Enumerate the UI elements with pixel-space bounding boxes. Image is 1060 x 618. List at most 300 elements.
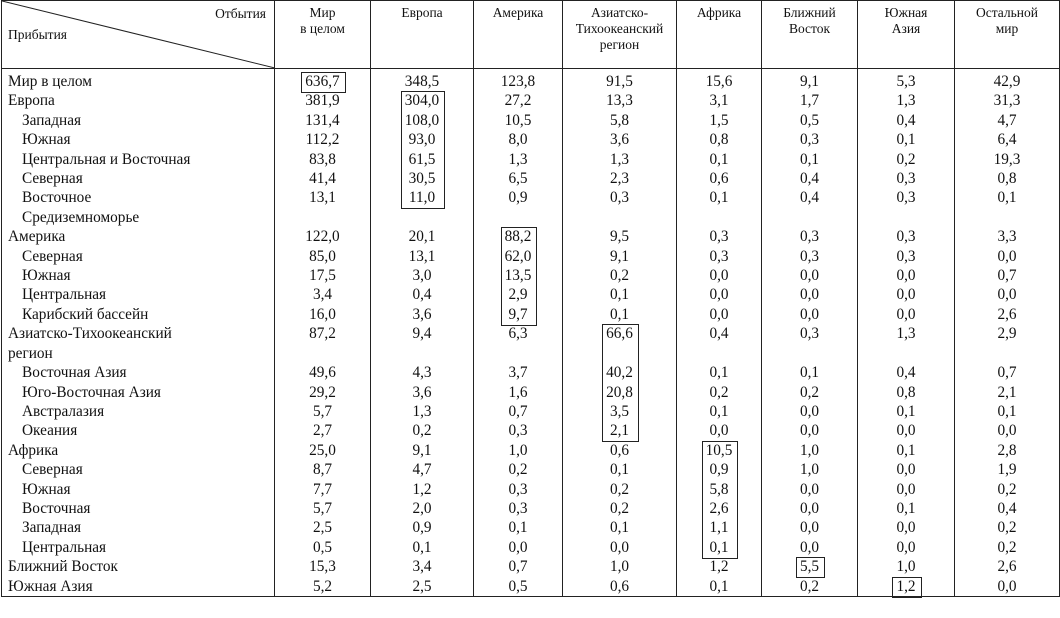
value-cell bbox=[762, 441, 858, 460]
cell-value: 0,1 bbox=[997, 189, 1017, 207]
value-cell bbox=[371, 91, 474, 110]
column-header bbox=[474, 1, 563, 69]
cell-value: 0,4 bbox=[709, 325, 729, 343]
value-cell bbox=[955, 421, 1060, 440]
cell-value: 4,7 bbox=[412, 461, 432, 479]
row-label: Южная Азия bbox=[8, 577, 93, 595]
value-cell bbox=[371, 518, 474, 537]
table-row bbox=[2, 577, 1060, 597]
cell-value: 1,3 bbox=[896, 325, 916, 343]
value-cell bbox=[563, 169, 677, 188]
cell-value: 8,0 bbox=[508, 131, 528, 149]
cell-value: 0,2 bbox=[799, 383, 820, 401]
value-cell bbox=[677, 499, 762, 518]
value-cell bbox=[474, 441, 563, 460]
cell-value: 5,7 bbox=[312, 402, 333, 420]
cell-value: 13,3 bbox=[606, 92, 633, 110]
table-row bbox=[2, 150, 1060, 169]
cell-value: 11,0 bbox=[408, 189, 436, 207]
cell-value: 0,6 bbox=[709, 170, 729, 188]
cell-value: 9,4 bbox=[412, 325, 432, 343]
value-cell bbox=[563, 111, 677, 130]
cell-value: 0,8 bbox=[997, 170, 1017, 188]
value-cell bbox=[677, 130, 762, 149]
value-cell bbox=[474, 305, 563, 324]
cell-value: 0,0 bbox=[896, 519, 916, 537]
cell-value: 0,3 bbox=[896, 170, 916, 188]
value-cell bbox=[955, 538, 1060, 557]
table-row bbox=[2, 557, 1060, 576]
cell-value: 5,5 bbox=[799, 558, 820, 576]
cell-value: 91,5 bbox=[606, 73, 633, 90]
cell-value: 0,1 bbox=[896, 499, 916, 517]
cell-value: 0,1 bbox=[709, 538, 729, 556]
cell-value: 0,0 bbox=[896, 305, 916, 323]
value-cell bbox=[275, 557, 371, 576]
cell-value: 4,7 bbox=[997, 111, 1017, 129]
cell-value: 1,2 bbox=[896, 577, 916, 595]
cell-value: 13,1 bbox=[309, 189, 336, 207]
cell-value: 0,1 bbox=[609, 305, 630, 323]
value-cell bbox=[677, 441, 762, 460]
cell-value: 2,8 bbox=[997, 441, 1017, 459]
value-cell bbox=[474, 69, 563, 92]
cell-value: 0,4 bbox=[799, 170, 820, 188]
cell-value: 0,0 bbox=[997, 422, 1017, 440]
row-label-cell bbox=[2, 111, 275, 130]
value-cell bbox=[275, 247, 371, 266]
cell-value: 0,6 bbox=[609, 577, 630, 595]
row-label-cell bbox=[2, 518, 275, 537]
cell-value: 2,6 bbox=[997, 558, 1017, 576]
value-cell bbox=[563, 69, 677, 92]
value-cell bbox=[371, 130, 474, 149]
cell-value: 0,0 bbox=[799, 422, 820, 440]
value-cell bbox=[858, 518, 955, 537]
cell-value: 0,1 bbox=[709, 577, 729, 595]
value-cell bbox=[474, 266, 563, 285]
cell-value: 0,4 bbox=[799, 189, 820, 207]
value-cell bbox=[563, 383, 677, 402]
value-cell bbox=[677, 150, 762, 169]
arrivals-label: Прибытия bbox=[8, 27, 67, 42]
cell-value: 27,2 bbox=[504, 92, 532, 110]
value-cell bbox=[474, 169, 563, 188]
row-label-cell bbox=[2, 324, 275, 363]
value-cell bbox=[275, 363, 371, 382]
cell-value: 41,4 bbox=[309, 170, 336, 188]
value-cell bbox=[677, 305, 762, 324]
value-cell bbox=[762, 91, 858, 110]
column-header-line1: Остальной bbox=[975, 5, 1038, 20]
value-cell bbox=[563, 266, 677, 285]
cell-value: 0,2 bbox=[709, 383, 729, 401]
row-label-cell bbox=[2, 480, 275, 499]
cell-value: 0,0 bbox=[896, 422, 916, 440]
cell-value: 2,5 bbox=[312, 519, 333, 537]
cell-value: 0,1 bbox=[997, 402, 1017, 420]
cell-value: 0,1 bbox=[609, 286, 630, 304]
value-cell bbox=[955, 285, 1060, 304]
cell-value: 0,3 bbox=[508, 422, 528, 440]
row-label-cell bbox=[2, 421, 275, 440]
cell-value: 0,1 bbox=[799, 364, 820, 382]
cell-value: 0,2 bbox=[412, 422, 432, 440]
value-cell bbox=[474, 460, 563, 479]
cell-value: 0,0 bbox=[709, 422, 729, 440]
table-row bbox=[2, 227, 1060, 246]
table-row bbox=[2, 460, 1060, 479]
value-cell bbox=[677, 383, 762, 402]
value-cell bbox=[275, 460, 371, 479]
row-label: Северная bbox=[22, 247, 83, 265]
table-row bbox=[2, 402, 1060, 421]
value-cell bbox=[563, 499, 677, 518]
value-cell bbox=[474, 402, 563, 421]
table-row bbox=[2, 247, 1060, 266]
table-row bbox=[2, 518, 1060, 537]
value-cell bbox=[474, 130, 563, 149]
cell-value: 61,5 bbox=[408, 150, 436, 168]
value-cell bbox=[858, 247, 955, 266]
cell-value: 0,3 bbox=[896, 189, 916, 207]
value-cell bbox=[474, 111, 563, 130]
cell-value: 30,5 bbox=[408, 170, 436, 188]
cell-value: 9,5 bbox=[609, 228, 630, 246]
table-row bbox=[2, 538, 1060, 557]
cell-value: 0,1 bbox=[609, 461, 630, 479]
value-cell bbox=[474, 188, 563, 227]
cell-value: 304,0 bbox=[404, 92, 440, 110]
cell-value: 3,6 bbox=[609, 131, 630, 149]
cell-value: 20,8 bbox=[606, 383, 633, 401]
cell-value: 0,0 bbox=[896, 286, 916, 304]
value-cell bbox=[474, 91, 563, 110]
value-cell bbox=[563, 363, 677, 382]
cell-value: 0,1 bbox=[709, 364, 729, 382]
cell-value: 0,5 bbox=[508, 577, 528, 595]
row-label-cell bbox=[2, 188, 275, 227]
cell-value: 0,0 bbox=[896, 538, 916, 556]
row-label-cell bbox=[2, 557, 275, 576]
cell-value: 85,0 bbox=[309, 247, 336, 265]
row-label-continuation: Средиземноморье bbox=[22, 208, 140, 226]
value-cell bbox=[677, 285, 762, 304]
cell-value: 19,3 bbox=[993, 150, 1021, 168]
cell-value: 2,0 bbox=[412, 499, 432, 517]
cell-value: 0,0 bbox=[799, 499, 820, 517]
value-cell bbox=[563, 130, 677, 149]
table-row bbox=[2, 499, 1060, 518]
row-label-cell bbox=[2, 363, 275, 382]
cell-value: 0,9 bbox=[508, 189, 528, 207]
value-cell bbox=[275, 305, 371, 324]
cell-value: 3,6 bbox=[412, 383, 432, 401]
row-label: Северная bbox=[22, 461, 83, 479]
value-cell bbox=[371, 441, 474, 460]
value-cell bbox=[275, 538, 371, 557]
value-cell bbox=[762, 130, 858, 149]
cell-value: 3,0 bbox=[412, 267, 432, 285]
value-cell bbox=[955, 169, 1060, 188]
value-cell bbox=[371, 247, 474, 266]
value-cell bbox=[275, 169, 371, 188]
cell-value: 112,2 bbox=[305, 131, 340, 149]
value-cell bbox=[474, 518, 563, 537]
cell-value: 5,7 bbox=[312, 499, 333, 517]
cell-value: 1,3 bbox=[896, 92, 916, 110]
cell-value: 1,0 bbox=[799, 461, 820, 479]
value-cell bbox=[275, 130, 371, 149]
cell-value: 0,1 bbox=[799, 150, 820, 168]
cell-value: 0,2 bbox=[799, 577, 820, 595]
cell-value: 0,1 bbox=[412, 538, 432, 556]
column-header-line2: Тихоокеанский bbox=[575, 21, 664, 36]
row-label: Ближний Восток bbox=[8, 558, 118, 576]
cell-value: 66,6 bbox=[606, 325, 633, 343]
cell-value: 0,2 bbox=[508, 461, 528, 479]
value-cell bbox=[371, 480, 474, 499]
tourism-flows-table bbox=[1, 0, 1060, 597]
value-cell bbox=[858, 363, 955, 382]
row-label: Карибский бассейн bbox=[22, 305, 149, 323]
value-cell bbox=[677, 247, 762, 266]
value-cell bbox=[371, 460, 474, 479]
departures-label: Отбытия bbox=[215, 6, 266, 21]
value-cell bbox=[474, 480, 563, 499]
cell-value: 3,6 bbox=[412, 305, 432, 323]
row-label: Африка bbox=[8, 441, 59, 459]
row-label: Центральная bbox=[22, 286, 107, 304]
cell-value: 123,8 bbox=[500, 73, 536, 90]
cell-value: 1,7 bbox=[799, 92, 820, 110]
value-cell bbox=[762, 518, 858, 537]
value-cell bbox=[762, 480, 858, 499]
value-cell bbox=[474, 150, 563, 169]
column-header-line1: Мир bbox=[309, 5, 336, 20]
row-label: Азиатско-Тихоокеанский bbox=[8, 325, 172, 343]
value-cell bbox=[955, 227, 1060, 246]
cell-value: 0,1 bbox=[896, 131, 916, 149]
value-cell bbox=[762, 111, 858, 130]
cell-value: 0,0 bbox=[709, 267, 729, 285]
value-cell bbox=[371, 111, 474, 130]
cell-value: 0,1 bbox=[709, 402, 729, 420]
value-cell bbox=[955, 499, 1060, 518]
value-cell bbox=[563, 285, 677, 304]
value-cell bbox=[858, 266, 955, 285]
row-label: Центральная и Восточная bbox=[22, 150, 191, 168]
cell-value: 87,2 bbox=[309, 325, 336, 343]
cell-value: 0,3 bbox=[896, 247, 916, 265]
value-cell bbox=[371, 538, 474, 557]
cell-value: 131,4 bbox=[305, 111, 340, 129]
value-cell bbox=[275, 188, 371, 227]
cell-value: 1,3 bbox=[609, 150, 630, 168]
cell-value: 20,1 bbox=[408, 228, 436, 246]
value-cell bbox=[563, 441, 677, 460]
cell-value: 0,1 bbox=[896, 441, 916, 459]
value-cell bbox=[955, 557, 1060, 576]
cell-value: 1,2 bbox=[709, 558, 729, 576]
value-cell bbox=[762, 188, 858, 227]
row-label-cell bbox=[2, 499, 275, 518]
value-cell bbox=[955, 69, 1060, 92]
cell-value: 1,0 bbox=[609, 558, 630, 576]
cell-value: 1,1 bbox=[709, 519, 729, 537]
cell-value: 93,0 bbox=[408, 131, 436, 149]
row-label: Центральная bbox=[22, 538, 107, 556]
value-cell bbox=[563, 247, 677, 266]
cell-value: 2,9 bbox=[508, 286, 528, 304]
cell-value: 0,2 bbox=[609, 499, 630, 517]
column-header-line2: Восток bbox=[788, 21, 831, 36]
value-cell bbox=[371, 69, 474, 92]
cell-value: 0,3 bbox=[799, 247, 820, 265]
cell-value: 0,7 bbox=[997, 364, 1017, 382]
cell-value: 381,9 bbox=[305, 92, 340, 110]
table-row bbox=[2, 421, 1060, 440]
value-cell bbox=[858, 577, 955, 597]
value-cell bbox=[858, 188, 955, 227]
value-cell bbox=[371, 169, 474, 188]
value-cell bbox=[677, 69, 762, 92]
cell-value: 2,9 bbox=[997, 325, 1017, 343]
value-cell bbox=[371, 188, 474, 227]
value-cell bbox=[858, 402, 955, 421]
value-cell bbox=[955, 188, 1060, 227]
cell-value: 0,5 bbox=[799, 111, 820, 129]
cell-value: 0,0 bbox=[799, 538, 820, 556]
value-cell bbox=[858, 111, 955, 130]
table-row bbox=[2, 441, 1060, 460]
value-cell bbox=[762, 324, 858, 363]
cell-value: 0,3 bbox=[709, 247, 729, 265]
cell-value: 2,3 bbox=[609, 170, 630, 188]
value-cell bbox=[677, 538, 762, 557]
cell-value: 0,3 bbox=[508, 499, 528, 517]
cell-value: 0,8 bbox=[709, 131, 729, 149]
column-header bbox=[762, 1, 858, 69]
cell-value: 29,2 bbox=[309, 383, 336, 401]
cell-value: 15,6 bbox=[705, 73, 733, 90]
value-cell bbox=[677, 402, 762, 421]
value-cell bbox=[858, 69, 955, 92]
corner-header-cell bbox=[2, 1, 275, 69]
header-row bbox=[2, 1, 1060, 69]
value-cell bbox=[762, 69, 858, 92]
cell-value: 16,0 bbox=[309, 305, 336, 323]
value-cell bbox=[762, 247, 858, 266]
cell-value: 1,6 bbox=[508, 383, 528, 401]
value-cell bbox=[371, 150, 474, 169]
value-cell bbox=[563, 460, 677, 479]
cell-value: 0,2 bbox=[609, 480, 630, 498]
value-cell bbox=[563, 305, 677, 324]
column-header-line1: Ближний bbox=[783, 5, 836, 20]
cell-value: 0,4 bbox=[412, 286, 432, 304]
value-cell bbox=[275, 383, 371, 402]
cell-value: 2,6 bbox=[709, 499, 729, 517]
value-cell bbox=[955, 150, 1060, 169]
cell-value: 5,2 bbox=[312, 577, 333, 595]
cell-value: 8,7 bbox=[312, 461, 333, 479]
cell-value: 88,2 bbox=[504, 228, 532, 246]
row-label-cell bbox=[2, 402, 275, 421]
value-cell bbox=[275, 111, 371, 130]
value-cell bbox=[858, 130, 955, 149]
cell-value: 0,2 bbox=[997, 519, 1017, 537]
row-label-cell bbox=[2, 441, 275, 460]
row-label: Австралазия bbox=[22, 402, 105, 420]
column-header-line1: Европа bbox=[401, 5, 443, 20]
cell-value: 1,5 bbox=[709, 111, 729, 129]
cell-value: 6,4 bbox=[997, 131, 1017, 149]
cell-value: 0,3 bbox=[799, 228, 820, 246]
cell-value: 0,0 bbox=[896, 461, 916, 479]
row-label-cell bbox=[2, 91, 275, 110]
row-label: Северная bbox=[22, 170, 83, 188]
value-cell bbox=[563, 324, 677, 363]
row-label-cell bbox=[2, 538, 275, 557]
value-cell bbox=[955, 130, 1060, 149]
value-cell bbox=[371, 557, 474, 576]
cell-value: 108,0 bbox=[404, 111, 440, 129]
value-cell bbox=[858, 169, 955, 188]
row-label-cell bbox=[2, 150, 275, 169]
value-cell bbox=[275, 480, 371, 499]
cell-value: 83,8 bbox=[309, 150, 336, 168]
value-cell bbox=[858, 285, 955, 304]
row-label: Южная bbox=[22, 267, 71, 285]
cell-value: 9,1 bbox=[799, 73, 820, 90]
column-header bbox=[563, 1, 677, 69]
cell-value: 10,5 bbox=[504, 111, 532, 129]
value-cell bbox=[677, 460, 762, 479]
cell-value: 5,8 bbox=[709, 480, 729, 498]
value-cell bbox=[474, 363, 563, 382]
value-cell bbox=[955, 266, 1060, 285]
value-cell bbox=[371, 324, 474, 363]
value-cell bbox=[762, 383, 858, 402]
value-cell bbox=[858, 227, 955, 246]
value-cell bbox=[275, 150, 371, 169]
cell-value: 0,0 bbox=[799, 402, 820, 420]
row-label: Восточное bbox=[22, 189, 92, 207]
value-cell bbox=[371, 402, 474, 421]
value-cell bbox=[563, 480, 677, 499]
value-cell bbox=[762, 285, 858, 304]
cell-value: 6,3 bbox=[508, 325, 528, 343]
value-cell bbox=[275, 69, 371, 92]
value-cell bbox=[474, 499, 563, 518]
cell-value: 3,3 bbox=[997, 228, 1017, 246]
value-cell bbox=[762, 557, 858, 576]
cell-value: 0,6 bbox=[609, 441, 630, 459]
value-cell bbox=[762, 499, 858, 518]
column-header bbox=[955, 1, 1060, 69]
value-cell bbox=[955, 111, 1060, 130]
value-cell bbox=[474, 227, 563, 246]
value-cell bbox=[563, 227, 677, 246]
value-cell bbox=[955, 402, 1060, 421]
row-label: Восточная Азия bbox=[22, 364, 127, 382]
column-header-line1: Америка bbox=[492, 5, 544, 20]
row-label-cell bbox=[2, 266, 275, 285]
cell-value: 42,9 bbox=[993, 73, 1021, 90]
value-cell bbox=[858, 324, 955, 363]
value-cell bbox=[677, 363, 762, 382]
